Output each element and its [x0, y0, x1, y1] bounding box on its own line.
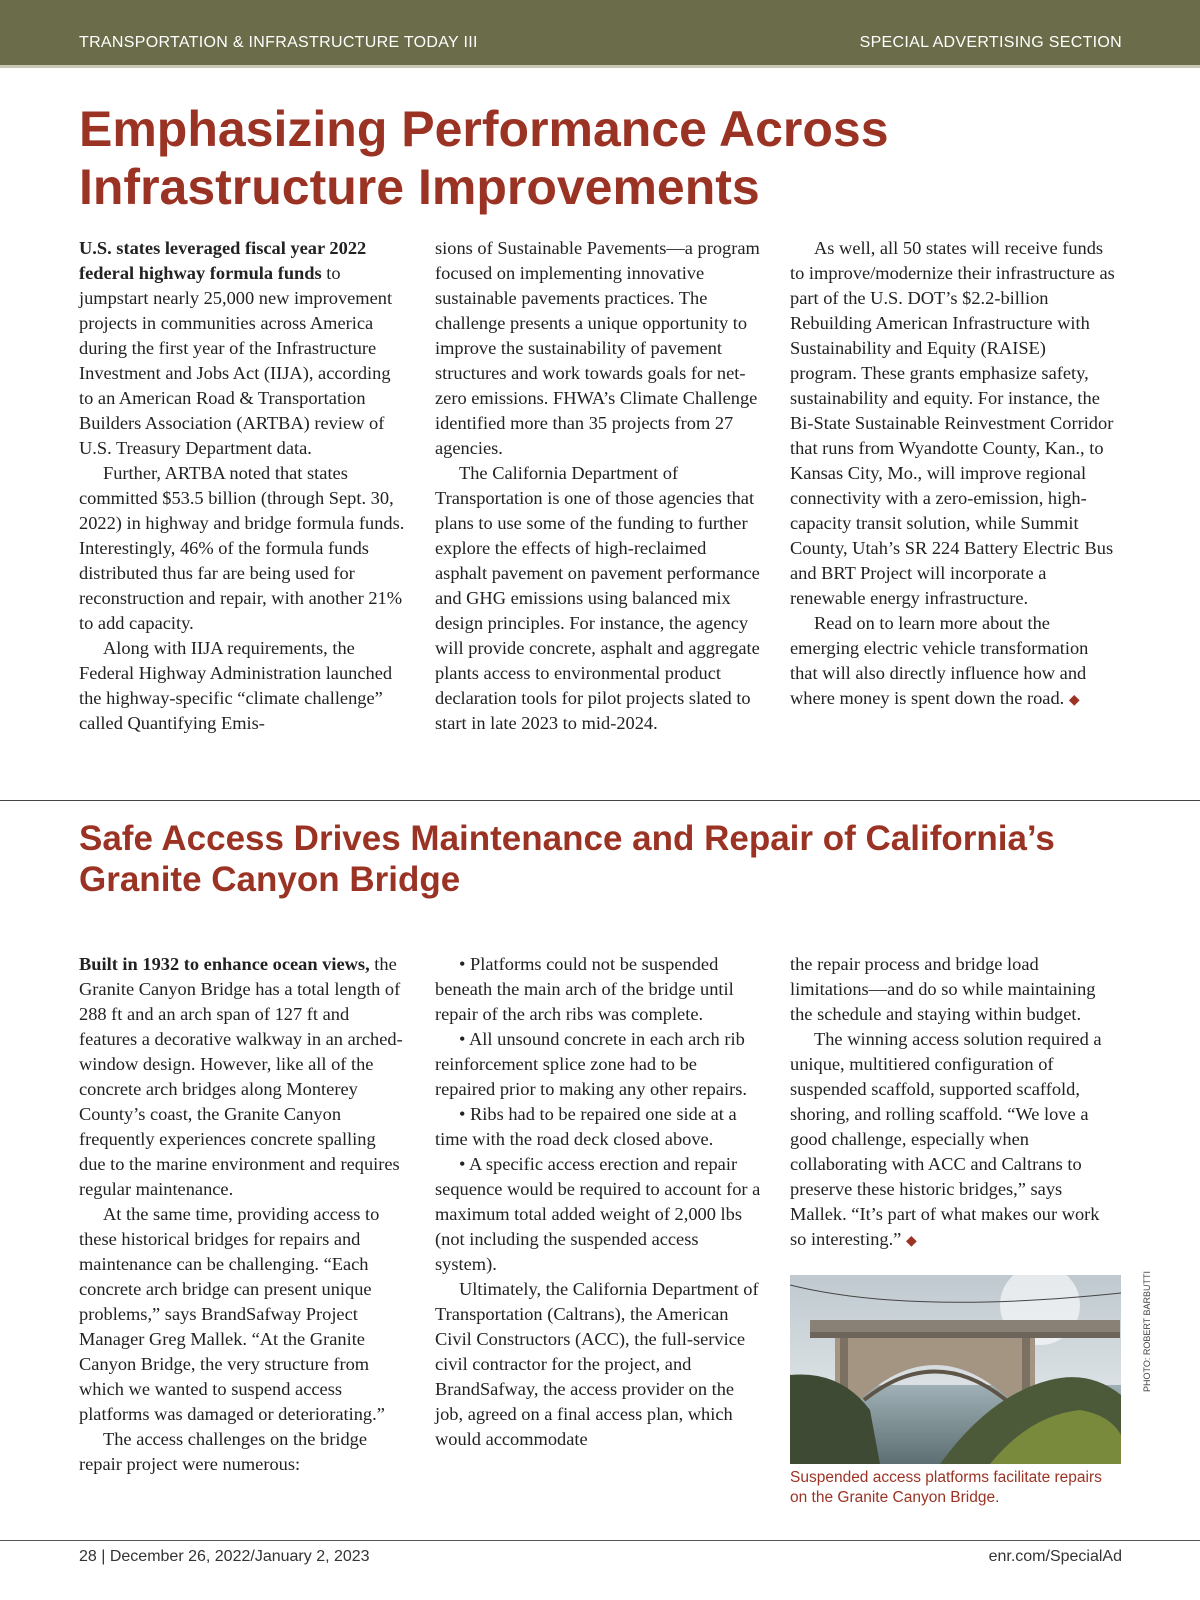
- paragraph: Ultimately, the California Department of Transportation (Caltrans), the American Civil Constructors (ACC), the full-service civil contractor for the project, and BrandSafway, the access provider on the job, agreed on a final access plan, which would accommodate: [435, 1279, 759, 1449]
- article1-column-2: [435, 236, 761, 736]
- bullet-item: • Ribs had to be repaired one side at a time with the road deck closed above.: [435, 1104, 737, 1149]
- paragraph: The winning access solution required a unique, multitiered configuration of suspended scaffold, supported scaffold, shoring, and rolling scaffold. “We love a good challenge, especially when collaborating with ACC and Caltrans to preserve these historic bridges,” says Mallek. “It’s part of what makes our work so interesting.” ◆: [790, 1029, 1102, 1249]
- paragraph: Built in 1932 to enhance ocean views, the Granite Canyon Bridge has a total length of 288 ft and an arch span of 127 ft and features a decorative walkway in an arched-window design. However, like all of the concrete arch bridges along Monterey County’s coast, the Granite Canyon frequently experiences concrete spalling due to the marine environment and requires regular maintenance.: [79, 954, 403, 1199]
- lead-in: U.S. states leveraged fiscal year 2022 federal highway formula funds: [79, 238, 367, 283]
- article-title: Safe Access Drives Maintenance and Repair of California’s Granite Canyon Bridge: [79, 819, 1055, 899]
- section-divider: [0, 800, 1200, 801]
- end-mark-icon: ◆: [905, 1234, 917, 1249]
- section-label: SPECIAL ADVERTISING SECTION: [859, 34, 1122, 51]
- end-mark-icon: ◆: [1068, 693, 1080, 708]
- paragraph: The access challenges on the bridge repair project were numerous:: [79, 1429, 367, 1474]
- article2-column-1: [79, 952, 405, 1477]
- bridge-illustration: [790, 1275, 1121, 1464]
- page-info: 28 | December 26, 2022/January 2, 2023: [79, 1548, 370, 1565]
- paragraph: The California Department of Transportation is one of those agencies that plans to use some of the funding to further explore the effects of high-reclaimed asphalt pavement on pavement performance and GHG emissions using balanced mix design principles. For instance, the agency will provide concrete, asphalt and aggregate plants access to environmental product declaration tools for pilot projects slated to start in late 2023 to mid-2024.: [435, 463, 760, 733]
- paragraph: sions of Sustainable Pavements—a program focused on implementing innovative sustainable pavements practices. The challenge presents a unique opportunity to improve the sustainability of pavement structures and work towards goals for net-zero emissions. FHWA’s Climate Challenge identified more than 35 projects from 27 agencies.: [435, 238, 760, 458]
- article-title: Emphasizing Performance Across Infrastructure Improvements: [79, 101, 889, 215]
- section-title: TRANSPORTATION & INFRASTRUCTURE TODAY III: [79, 34, 478, 51]
- lead-in: Built in 1932 to enhance ocean views,: [79, 954, 370, 974]
- bridge-photo: [790, 1275, 1121, 1464]
- article2-column-3: [790, 952, 1116, 1254]
- footer-divider: [0, 1540, 1200, 1541]
- paragraph: the repair process and bridge load limitations—and do so while maintaining the schedule and staying within budget.: [790, 954, 1096, 1024]
- paragraph: Along with IIJA requirements, the Federal Highway Administration launched the highway-specific “climate challenge” called Quantifying Emis-: [79, 638, 393, 733]
- paragraph: As well, all 50 states will receive funds to improve/modernize their infrastructure as part of the U.S. DOT’s $2.2-billion Rebuilding American Infrastructure with Sustainability and Equity (RAISE) program. These grants emphasize safety, sustainability and equity. For instance, the Bi-State Sustainable Reinvestment Corridor that runs from Wyandotte County, Kan., to Kansas City, Mo., will improve regional connectivity with a zero-emission, high-capacity transit solution, while Summit County, Utah’s SR 224 Battery Electric Bus and BRT Project will incorporate a renewable energy infrastructure.: [790, 238, 1115, 608]
- article2-column-2: [435, 952, 761, 1452]
- website-link[interactable]: enr.com/SpecialAd: [988, 1548, 1122, 1565]
- paragraph: At the same time, providing access to these historical bridges for repairs and maintenance can be challenging. “Each concrete arch bridge can present unique problems,” says BrandSafway Project Manager Greg Mallek. “At the Granite Canyon Bridge, the very structure from which we wanted to suspend access platforms was damaged or deteriorating.”: [79, 1204, 385, 1424]
- bullet-item: • Platforms could not be suspended beneath the main arch of the bridge until repair of the arch ribs was complete.: [435, 954, 734, 1024]
- header-bar: [0, 0, 1200, 68]
- article1-column-3: [790, 236, 1116, 713]
- paragraph: Read on to learn more about the emerging electric vehicle transformation that will also directly influence how and where money is spent down the road. ◆: [790, 613, 1089, 708]
- bullet-item: • A specific access erection and repair sequence would be required to account for a maximum total added weight of 2,000 lbs (not including the suspended access system).: [435, 1154, 761, 1274]
- photo-caption: Suspended access platforms facilitate repairs on the Granite Canyon Bridge.: [790, 1469, 1102, 1506]
- bullet-item: • All unsound concrete in each arch rib reinforcement splice zone had to be repaired prior to making any other repairs.: [435, 1029, 748, 1099]
- article1-column-1: [79, 236, 405, 736]
- photo-credit: PHOTO: ROBERT BARBUTTI: [1142, 1270, 1152, 1392]
- paragraph: Further, ARTBA noted that states committed $53.5 billion (through Sept. 30, 2022) in highway and bridge formula funds. Interestingly, 46% of the formula funds distributed thus far are being used for reconstruction and repair, with another 21% to add capacity.: [79, 463, 405, 633]
- paragraph: U.S. states leveraged fiscal year 2022 federal highway formula funds to jumpstart nearly 25,000 new improvement projects in communities across America during the first year of the Infrastructure Investment and Jobs Act (IIJA), according to an American Road & Transportation Builders Association (ARTBA) review of U.S. Treasury Department data.: [79, 238, 393, 458]
